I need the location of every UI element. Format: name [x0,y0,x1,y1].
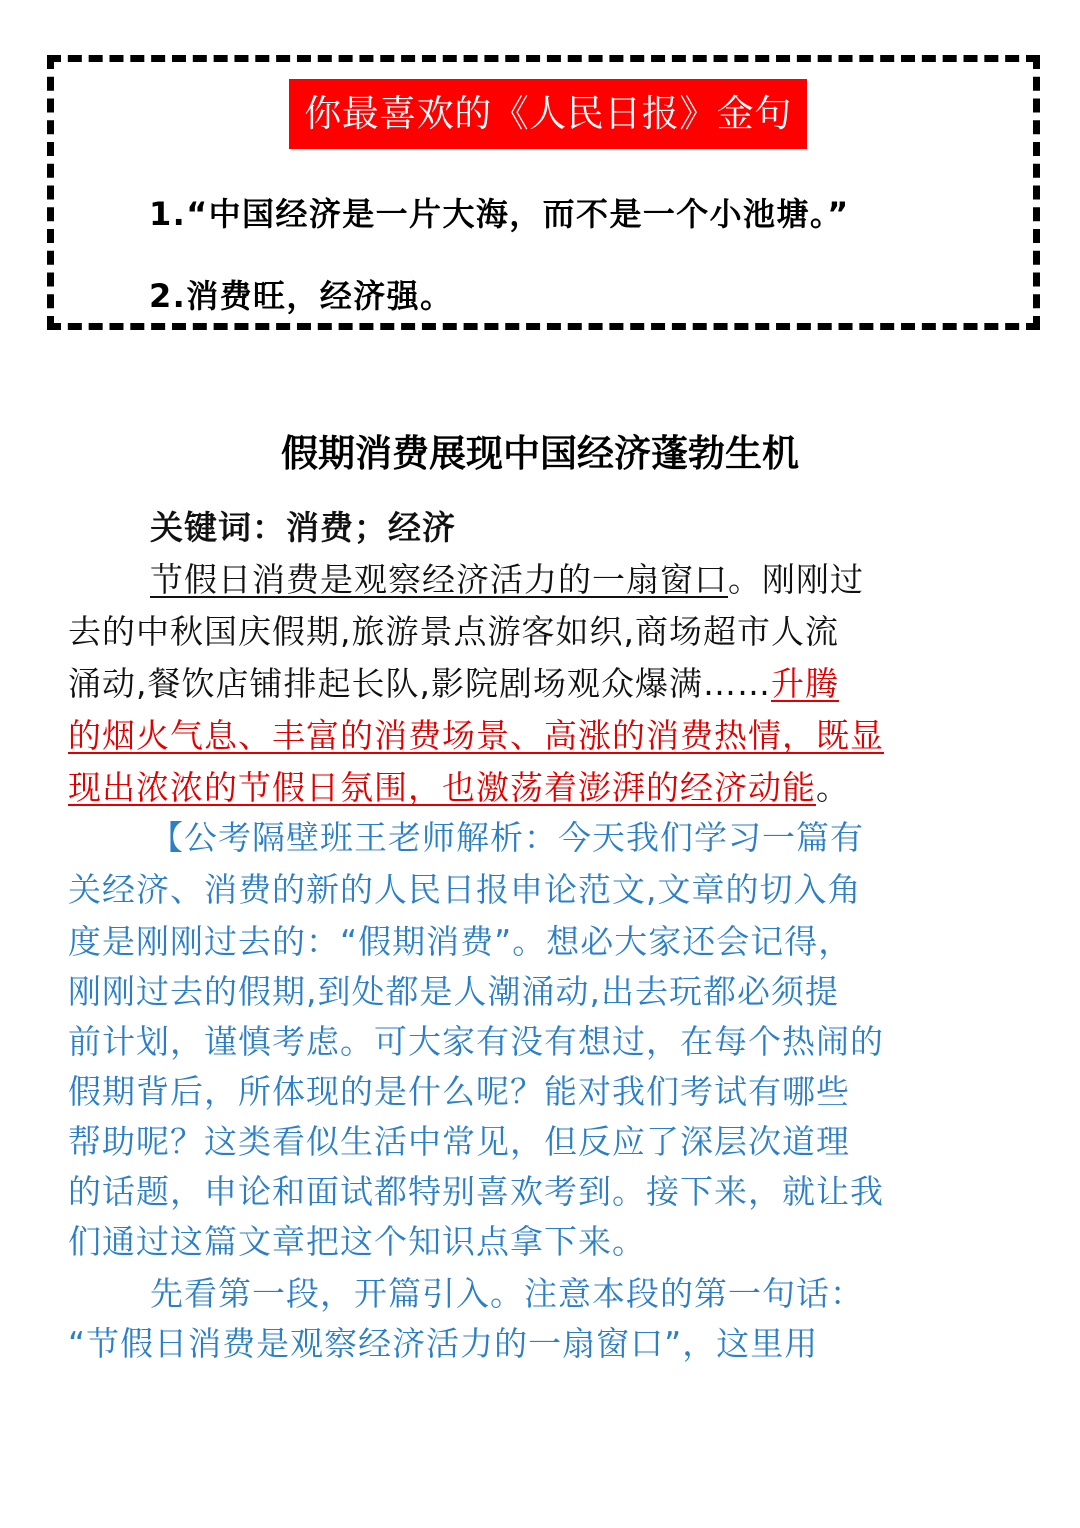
quote-item-2: 2.消费旺，经济强。 [149,277,454,315]
para1-line-5 [68,762,850,814]
golden-quotes-title: 你最喜欢的《人民日报》金句 [289,79,807,149]
analysis-line-8: 的话题，申论和面试都特别喜欢考到。接下来，就让我 [68,1172,884,1211]
para1-underlined-sentence: 节假日消费是观察经济活力的一扇窗口 [150,560,728,599]
analysis-line-4: 刚刚过去的假期,到处都是人潮涌动,出去玩都必须提 [68,972,839,1011]
analysis-line-3: 度是刚刚过去的：“假期消费”。想必大家还会记得， [68,922,853,961]
para1-red-emphasis-mid: 的烟火气息、丰富的消费场景、高涨的消费热情，既显 [68,716,884,755]
golden-quotes-box [47,55,1040,330]
analysis-line-5: 前计划，谨慎考虑。可大家有没有想过，在每个热闹的 [68,1022,884,1061]
para1-line-1 [150,554,864,606]
para1-line-4 [68,710,884,762]
keywords-line: 关键词：消费；经济 [150,508,456,547]
analysis-line-2: 关经济、消费的新的人民日报申论范文,文章的切入角 [68,870,862,909]
para1-red-emphasis-end: 现出浓浓的节假日氛围，也激荡着澎湃的经济动能 [68,768,816,807]
analysis-line-1: 【公考隔壁班王老师解析：今天我们学习一篇有 [150,818,864,857]
para1-line-3-plain: 涌动,餐饮店铺排起长队,影院剧场观众爆满…… [68,664,771,703]
quote-item-1: 1.“中国经济是一片大海，而不是一个小池塘。” [149,195,850,233]
para1-red-emphasis-start: 升腾 [770,664,839,703]
analysis-line-9: 们通过这篇文章把这个知识点拿下来。 [68,1222,646,1261]
analysis-line-6: 假期背后，所体现的是什么呢？能对我们考试有哪些 [68,1072,850,1111]
article-title: 假期消费展现中国经济蓬勃生机 [281,431,799,475]
para1-line-2: 去的中秋国庆假期,旅游景点游客如织,商场超市人流 [68,612,839,651]
para1-line-1-rest: 。刚刚过 [728,560,864,599]
analysis-line-10: 先看第一段，开篇引入。注意本段的第一句话： [150,1274,864,1313]
para1-line-3 [68,658,839,710]
analysis-line-7: 帮助呢？这类看似生活中常见，但反应了深层次道理 [68,1122,850,1161]
para1-line-5-end: 。 [816,768,850,807]
analysis-line-11: “节假日消费是观察经济活力的一扇窗口”，这里用 [68,1324,819,1363]
